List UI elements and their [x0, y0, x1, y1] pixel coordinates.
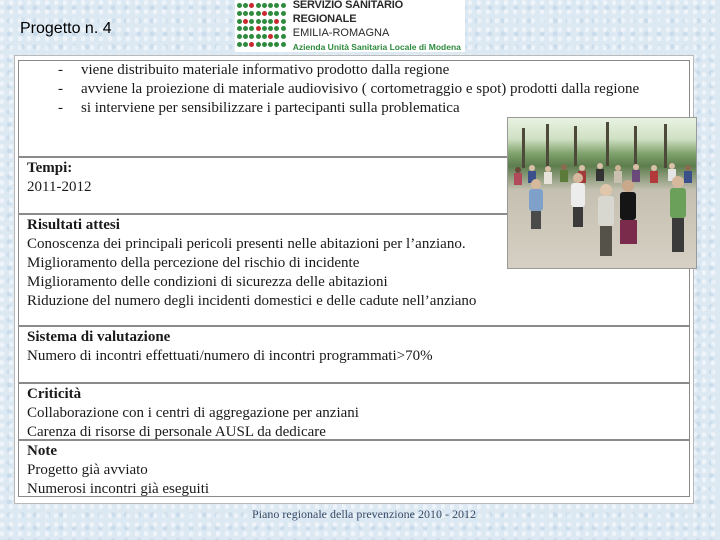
section-line: Progetto già avviato	[27, 462, 148, 478]
section-sistema-valutazione	[18, 326, 690, 383]
section-heading: Note	[27, 443, 57, 459]
section-heading: Risultati attesi	[27, 217, 120, 233]
logo-dot-grid-icon	[237, 3, 286, 49]
logo-text	[293, 0, 465, 54]
section-note	[18, 440, 690, 497]
section-line: Conoscenza dei principali pericoli presenti nelle abitazioni per l’anziano.	[27, 236, 466, 252]
section-line: 2011-2012	[27, 179, 92, 195]
section-line: Numerosi incontri già eseguiti	[27, 481, 210, 497]
section-heading: Tempi:	[27, 160, 73, 176]
dancing-seniors-photo	[507, 117, 697, 269]
footer-text: Piano regionale della prevenzione 2010 - 2012	[252, 507, 476, 521]
activity-item: - avviene la proiezione di materiale audiovisivo ( cortometraggio e spot) prodotti dalla regione	[19, 80, 689, 99]
section-line: Collaborazione con i centri di aggregazione per anziani	[27, 405, 359, 421]
section-criticita	[18, 383, 690, 440]
logo-line-3: Azienda Unità Sanitaria Locale di Modena	[292, 42, 461, 52]
section-line: Miglioramento delle condizioni di sicurezza delle abitazioni	[27, 274, 388, 290]
activity-item: - viene distribuito materiale informativo prodotto dalla regione	[19, 61, 689, 80]
logo-line-2: EMILIA-ROMAGNA	[292, 27, 390, 39]
activity-list	[19, 61, 689, 118]
section-line: Miglioramento della percezione del rischio di incidente	[27, 255, 360, 271]
section-heading: Criticità	[27, 386, 82, 402]
logo-line-1: SERVIZIO SANITARIO REGIONALE	[292, 0, 404, 25]
activity-item: - si interviene per sensibilizzare i partecipanti sulla problematica	[19, 99, 689, 118]
organization-logo	[235, 0, 465, 52]
slide-title: Progetto n. 4	[20, 20, 112, 37]
section-heading: Sistema di valutazione	[27, 329, 171, 345]
section-line: Riduzione del numero degli incidenti domestici e delle cadute nell’anziano	[27, 293, 477, 309]
section-line: Numero di incontri effettuati/numero di incontri programmati>70%	[27, 348, 433, 364]
section-line: Carenza di risorse di personale AUSL da dedicare	[27, 424, 326, 440]
